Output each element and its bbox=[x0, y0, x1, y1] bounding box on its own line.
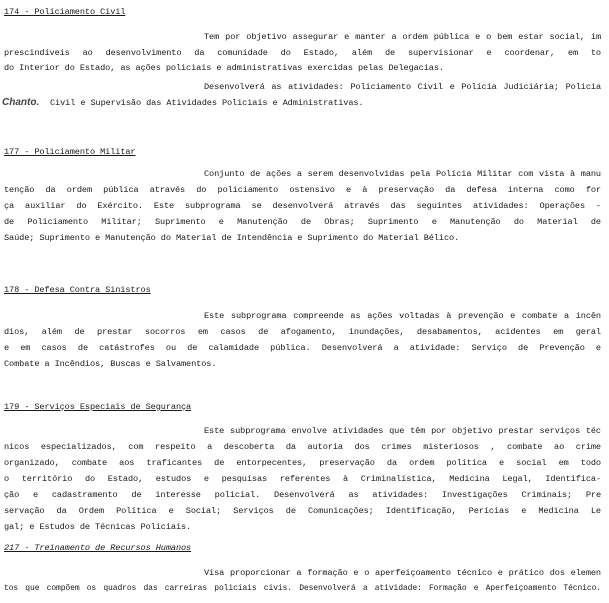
paragraph-line: Este subprograma envolve atividades que têm por objetivo prestar serviços téc bbox=[204, 426, 601, 436]
paragraph-line: gal; e Estudos de Técnicas Policiais. bbox=[4, 522, 192, 532]
section-heading: 177 - Policiamento Militar bbox=[4, 147, 136, 157]
section-heading: 179 - Serviços Especiais de Segurança bbox=[4, 402, 192, 412]
paragraph-line: do Interior do Estado, as ações policiais e administrativas exercidas pelas Delegacias. bbox=[4, 63, 444, 73]
paragraph-line: Combate a Incêndios, Buscas e Salvamentos. bbox=[4, 359, 217, 369]
paragraph-line: tos que compõem os quadros das carreiras policiais civis. Desenvolverá a atividade: Formação e Aperfeiçoamento Técnico. bbox=[4, 584, 601, 593]
paragraph-line: ça auxiliar do Exército. Este subprograma se desenvolverá através das seguintes atividades: Operações - bbox=[4, 201, 601, 211]
paragraph-line: Conjunto de ações a serem desenvolvidas pela Polícia Militar com vista à manu bbox=[204, 169, 601, 179]
handwritten-margin-note: Chanto. bbox=[2, 97, 40, 108]
paragraph-line: Tem por objetivo assegurar e manter a ordem pública e o bem estar social, im bbox=[204, 32, 601, 42]
paragraph-line: Desenvolverá as atividades: Policiamento Civil e Polícia Judiciária; Policia bbox=[204, 82, 601, 92]
paragraph-line: dios, além de prestar socorros em casos de afogamento, inundações, desabamentos, acidentes em geral bbox=[4, 327, 601, 337]
paragraph-line: servação da Ordem Política e Social; Serviços de Comunicações; Identificação, Perícias e Medicina Le bbox=[4, 506, 601, 516]
paragraph-line: Este subprograma compreende as ações voltadas à prevenção e combate a incên bbox=[204, 311, 601, 321]
paragraph-line: e em casos de catástrofes ou de calamidade pública. Desenvolverá a atividade: Serviço de Prevenção e bbox=[4, 343, 601, 353]
section-heading: 217 - Treinamento de Recursos Humanos bbox=[4, 543, 192, 553]
paragraph-line: prescindíveis ao desenvolvimento da comunidade do Estado, além de supervisionar e coordenar, em to bbox=[4, 48, 601, 58]
paragraph-line: Civil e Supervisão das Atividades Policiais e Administrativas. bbox=[50, 98, 364, 108]
paragraph-line: nicos especializados, com respeito a descoberta da autoria dos crimes misteriosos , combate ao crime bbox=[4, 442, 601, 452]
section-heading: 178 - Defesa Contra Sinistros bbox=[4, 285, 151, 295]
paragraph-line: tenção da ordem pública através do policiamento ostensivo e à preservação da defesa interna como for bbox=[4, 185, 601, 195]
section-heading: 174 - Policiamento Civil bbox=[4, 7, 126, 17]
paragraph-line: o território do Estado, estudos e pesquisas referentes à Criminalística, Medicina Legal, Identifica- bbox=[4, 474, 601, 484]
paragraph-line: Visa proporcionar a formação e o aperfeiçoamento técnico e prático dos elemen bbox=[204, 568, 601, 578]
paragraph-line: ção e cadastramento de interesse policial. Desenvolverá as atividades: Investigações Criminais; Pre bbox=[4, 490, 601, 500]
paragraph-line: Saúde; Suprimento e Manutenção do Material de Intendência e Suprimento do Material Bélico. bbox=[4, 233, 460, 243]
paragraph-line: organizado, combate aos traficantes de entorpecentes, preservação da ordem política e social em todo bbox=[4, 458, 601, 468]
paragraph-line: de Policiamento Militar; Suprimento e Manutenção de Obras; Suprimento e Manutenção do Material de bbox=[4, 217, 601, 227]
